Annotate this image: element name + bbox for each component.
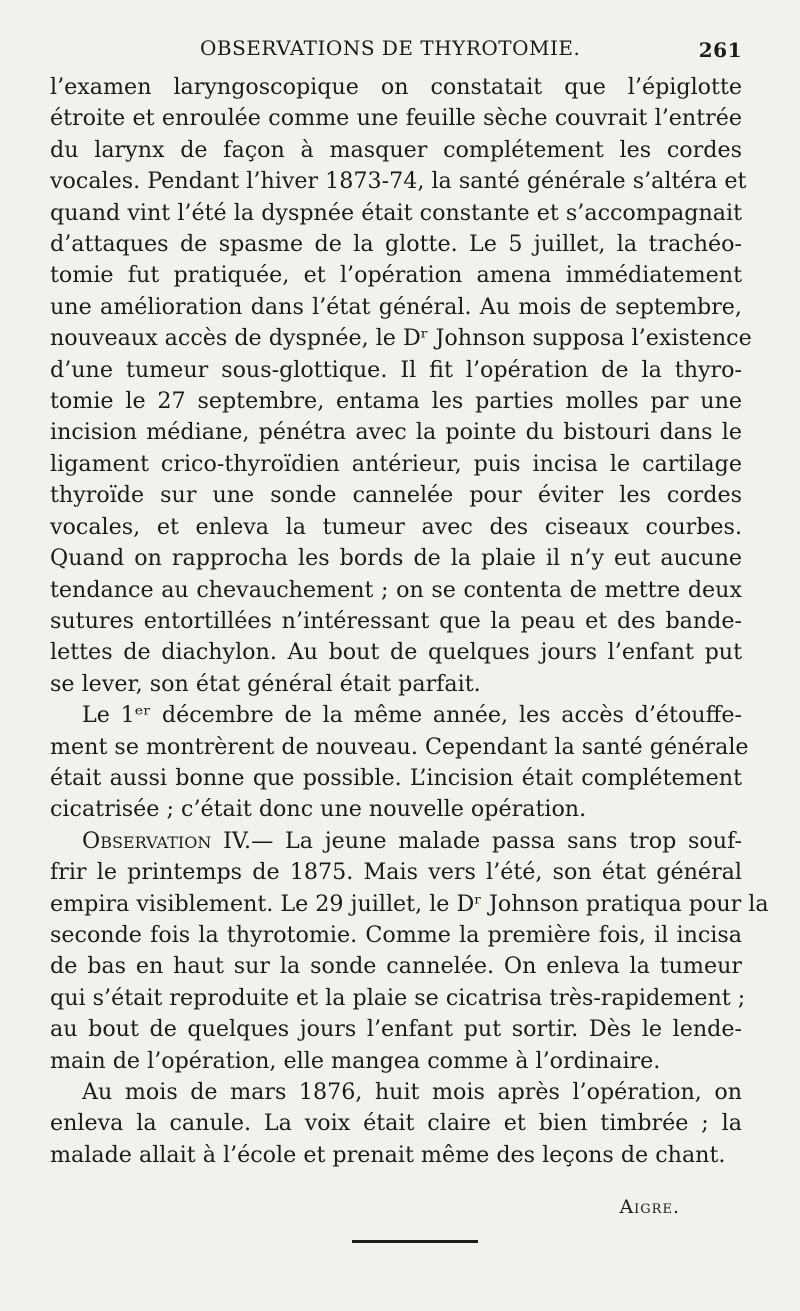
author-signature: Aigre. — [619, 1196, 680, 1218]
text-line: cicatrisée ; c’était donc une nouvelle opération. — [50, 796, 587, 823]
text-line: empira visiblement. Le 29 juillet, le Dʳ Johnson pratiqua pour la — [50, 890, 769, 917]
paragraph-1 — [50, 72, 752, 700]
text-line: au bout de quelques jours l’enfant put sortir. Dès le lende- — [50, 1016, 742, 1043]
text-line: était aussi bonne que possible. L’incision était complétement — [50, 764, 742, 791]
text-line: ligament crico-thyroïdien antérieur, puis incisa le cartilage — [50, 450, 742, 477]
text-line: nouveaux accès de dyspnée, le Dʳ Johnson supposa l’existence — [50, 325, 752, 352]
text-line: du larynx de façon à masquer complétement les cordes — [50, 136, 742, 163]
text-line: se lever, son état général était parfait. — [50, 670, 481, 697]
text-line: enleva la canule. La voix était claire et bien timbrée ; la — [50, 1110, 742, 1137]
text-line: l’examen laryngoscopique on constatait que l’épiglotte — [50, 74, 742, 100]
text-line: tendance au chevauchement ; on se contenta de mettre deux — [50, 576, 742, 603]
text-line: frir le printemps de 1875. Mais vers l’été, son état général — [50, 859, 742, 886]
text-line: seconde fois la thyrotomie. Comme la première fois, il incisa — [50, 921, 742, 948]
text-line: tomie le 27 septembre, entama les parties molles par une — [50, 388, 742, 415]
body-text — [50, 72, 769, 1171]
paragraph-2 — [50, 700, 749, 826]
text-line: Le 1ᵉʳ décembre de la même année, les accès d’étouffe- — [82, 702, 742, 729]
text-line: main de l’opération, elle mangea comme à l’ordinaire. — [50, 1047, 661, 1074]
text-line: sutures entortillées n’intéressant que la peau et des bande- — [50, 607, 742, 634]
text-line: une amélioration dans l’état général. Au mois de septembre, — [50, 293, 742, 320]
paragraph-3 — [50, 826, 769, 1077]
closing-rule — [352, 1240, 478, 1243]
text-line-rest: — La jeune malade passa sans trop souf- — [251, 827, 743, 854]
text-line: vocales. Pendant l’hiver 1873-74, la santé générale s’altéra et — [50, 168, 747, 195]
text-line: quand vint l’été la dyspnée était constante et s’accompagnait — [50, 199, 742, 226]
text-line: étroite et enroulée comme une feuille sèche couvrait l’entrée — [50, 105, 742, 132]
text-line: de bas en haut sur la sonde cannelée. On enleva la tumeur — [50, 953, 742, 980]
observation-heading: Observation IV. — [82, 827, 252, 854]
text-line: qui s’était reproduite et la plaie se cicatrisa très-rapidement ; — [50, 984, 746, 1011]
text-line: ment se montrèrent de nouveau. Cependant la santé générale — [50, 733, 749, 760]
text-line — [50, 826, 742, 857]
text-line: lettes de diachylon. Au bout de quelques jours l’enfant put — [50, 639, 742, 666]
text-line: d’une tumeur sous-glottique. Il fit l’opération de la thyro- — [50, 356, 742, 383]
paragraph-4 — [50, 1077, 742, 1171]
text-line: thyroïde sur une sonde cannelée pour éviter les cordes — [50, 482, 742, 509]
text-line: tomie fut pratiquée, et l’opération amena immédiatement — [50, 262, 742, 289]
text-line: malade allait à l’école et prenait même des leçons de chant. — [50, 1141, 726, 1168]
text-line: vocales, et enleva la tumeur avec des ciseaux courbes. — [50, 513, 742, 540]
running-header — [52, 32, 750, 64]
text-line: Au mois de mars 1876, huit mois après l’opération, on — [82, 1079, 742, 1105]
text-line: d’attaques de spasme de la glotte. Le 5 juillet, la trachéo- — [50, 231, 742, 258]
header-title: OBSERVATIONS DE THYROTOMIE. — [200, 36, 581, 60]
text-line: Quand on rapprocha les bords de la plaie il n’y eut aucune — [50, 545, 742, 572]
page-number: 261 — [698, 38, 742, 62]
text-line: incision médiane, pénétra avec la pointe du bistouri dans le — [50, 419, 742, 446]
